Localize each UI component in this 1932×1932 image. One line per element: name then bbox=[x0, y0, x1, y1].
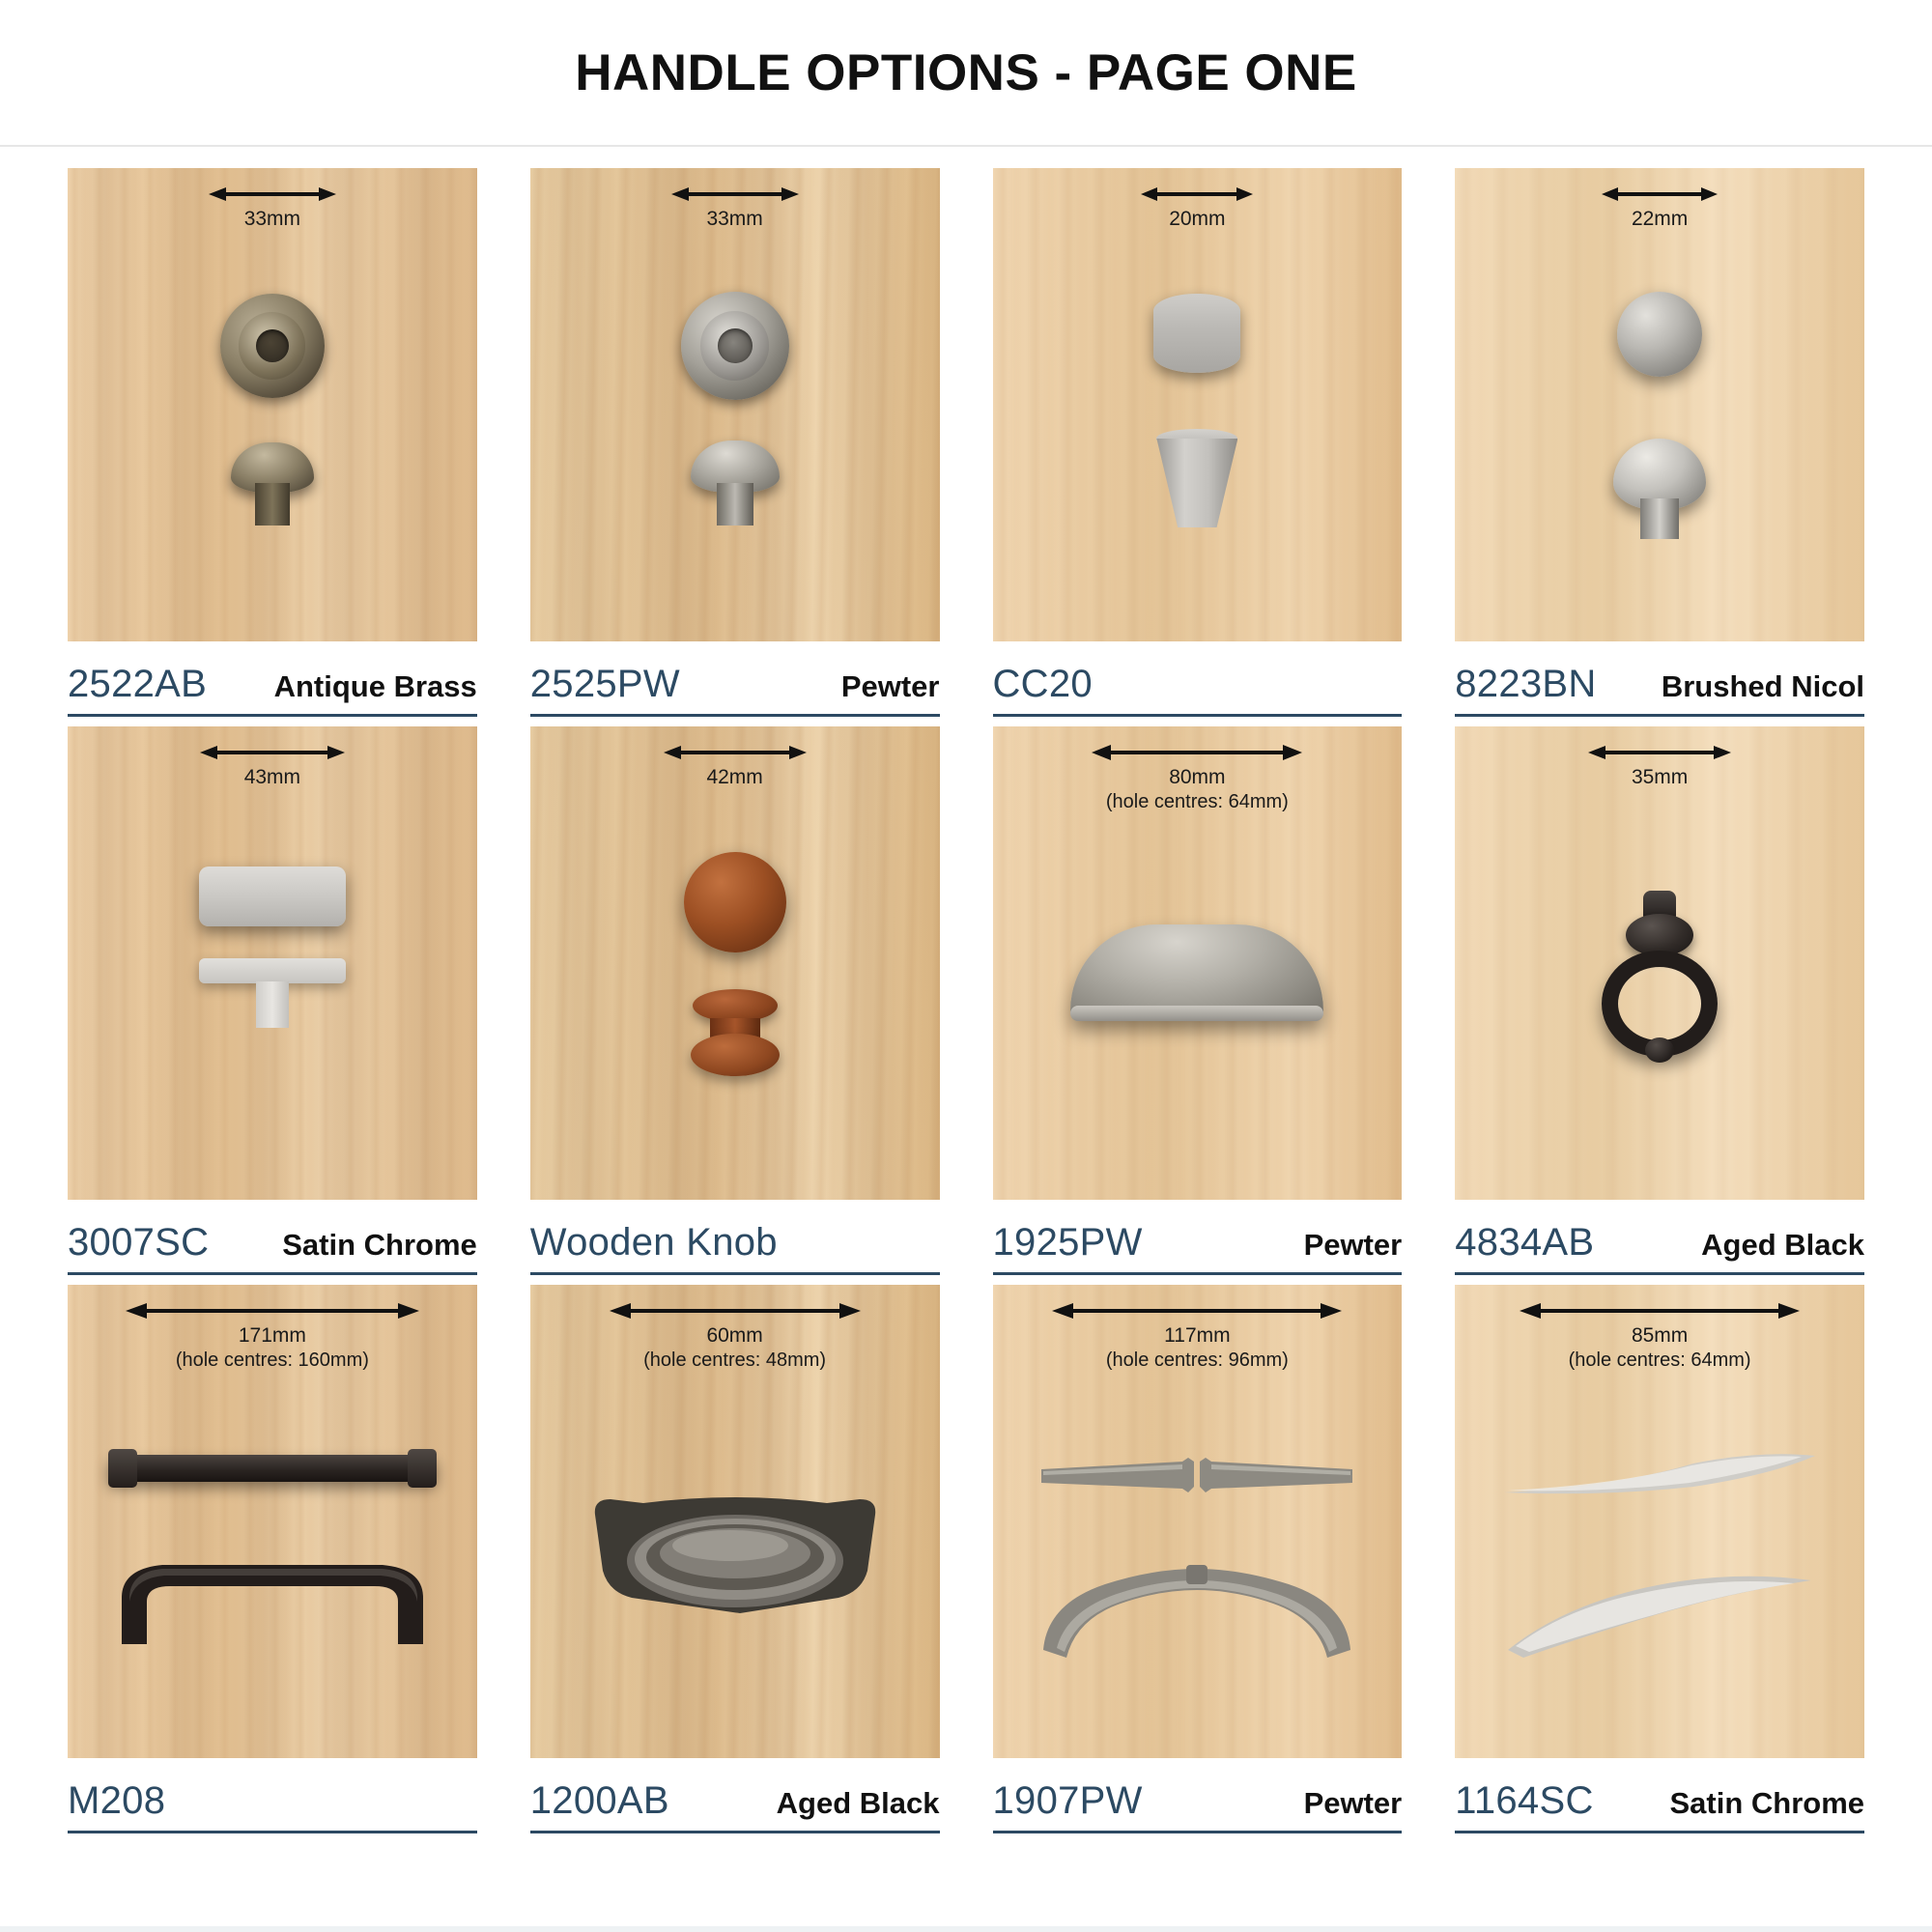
handle-card-M208[interactable] bbox=[68, 1285, 477, 1833]
handle-card-1907PW[interactable] bbox=[993, 1285, 1403, 1833]
cup-handle-icon bbox=[585, 1478, 885, 1642]
handle-caption bbox=[993, 1221, 1403, 1275]
handle-caption bbox=[1455, 1779, 1864, 1833]
hardware-illustration bbox=[68, 726, 477, 1200]
handle-photo bbox=[530, 1285, 940, 1758]
handle-code: 4834AB bbox=[1455, 1221, 1595, 1264]
handle-card-1200AB[interactable] bbox=[530, 1285, 940, 1833]
handle-photo bbox=[1455, 168, 1864, 641]
handle-caption bbox=[530, 1221, 940, 1275]
handle-code: 1925PW bbox=[992, 1221, 1143, 1264]
hole-centres-label: (hole centres: 160mm) bbox=[175, 1349, 369, 1371]
handle-caption bbox=[1455, 1221, 1864, 1275]
hole-centres-label: (hole centres: 48mm) bbox=[643, 1349, 827, 1371]
hardware-illustration bbox=[993, 1285, 1403, 1758]
bow-handle-icon bbox=[1037, 1565, 1356, 1671]
handle-caption bbox=[68, 1221, 477, 1275]
handle-finish: Brushed Nicol bbox=[1661, 669, 1864, 703]
dimension-value: 171mm bbox=[238, 1324, 306, 1347]
handle-card-2525PW[interactable] bbox=[530, 168, 940, 717]
dimension-value: 85mm bbox=[1631, 1324, 1689, 1347]
handle-photo bbox=[68, 726, 477, 1200]
handle-card-1164SC[interactable] bbox=[1455, 1285, 1864, 1833]
page-header bbox=[0, 0, 1932, 147]
dimension-label: 33mm bbox=[706, 208, 763, 230]
handle-caption bbox=[1455, 663, 1864, 717]
handle-code: Wooden Knob bbox=[529, 1221, 778, 1264]
hardware-illustration bbox=[993, 168, 1403, 641]
handle-code: 3007SC bbox=[68, 1221, 210, 1264]
handle-caption bbox=[530, 1779, 940, 1833]
hole-centres-label: (hole centres: 64mm) bbox=[1105, 790, 1289, 812]
handle-card-wooden-knob[interactable] bbox=[530, 726, 940, 1275]
handle-card-2522AB[interactable] bbox=[68, 168, 477, 717]
hardware-illustration bbox=[530, 1285, 940, 1758]
handle-code: 2522AB bbox=[68, 663, 208, 705]
dimension-label: 42mm bbox=[706, 766, 763, 788]
handle-caption bbox=[68, 663, 477, 717]
handle-finish: Antique Brass bbox=[273, 669, 477, 703]
handle-photo bbox=[68, 168, 477, 641]
bar-handle-icon bbox=[108, 1544, 437, 1650]
straight-handle-icon bbox=[1037, 1454, 1356, 1498]
handle-code: 2525PW bbox=[529, 663, 680, 705]
handle-photo bbox=[993, 726, 1403, 1200]
dimension-label: 43mm bbox=[243, 766, 301, 788]
footer-divider bbox=[0, 1926, 1932, 1932]
handle-code: 1200AB bbox=[529, 1779, 669, 1822]
dimension-label: 33mm bbox=[243, 208, 301, 230]
hole-centres-label: (hole centres: 64mm) bbox=[1568, 1349, 1751, 1371]
handle-code: CC20 bbox=[992, 663, 1093, 705]
hardware-illustration bbox=[530, 168, 940, 641]
handle-finish: Pewter bbox=[840, 669, 940, 703]
handle-card-1925PW[interactable] bbox=[993, 726, 1403, 1275]
leaf-handle-icon bbox=[1500, 1454, 1819, 1508]
handle-finish: Pewter bbox=[1303, 1228, 1403, 1262]
handle-card-4834AB[interactable] bbox=[1455, 726, 1864, 1275]
handle-caption bbox=[993, 1779, 1403, 1833]
handle-photo bbox=[68, 1285, 477, 1758]
handle-photo bbox=[1455, 726, 1864, 1200]
hardware-illustration bbox=[1455, 726, 1864, 1200]
hole-centres-label: (hole centres: 96mm) bbox=[1105, 1349, 1289, 1371]
handle-code: 1164SC bbox=[1455, 1779, 1594, 1822]
hardware-illustration bbox=[1455, 168, 1864, 641]
handle-finish: Pewter bbox=[1303, 1786, 1403, 1820]
handle-caption bbox=[993, 663, 1403, 717]
handle-card-8223BN[interactable] bbox=[1455, 168, 1864, 717]
handle-code: 8223BN bbox=[1455, 663, 1597, 705]
handle-finish: Aged Black bbox=[776, 1786, 940, 1820]
dimension-label: 22mm bbox=[1631, 208, 1689, 230]
dimension-label: 35mm bbox=[1631, 766, 1689, 788]
handle-photo bbox=[993, 168, 1403, 641]
dimension-value: 80mm bbox=[1169, 766, 1226, 788]
hardware-illustration bbox=[68, 168, 477, 641]
handle-photo bbox=[530, 168, 940, 641]
handle-finish: Satin Chrome bbox=[1669, 1786, 1864, 1820]
handle-photo bbox=[530, 726, 940, 1200]
handle-finish: Aged Black bbox=[1701, 1228, 1864, 1262]
hardware-illustration bbox=[993, 726, 1403, 1200]
handle-grid bbox=[0, 147, 1932, 1833]
handle-photo bbox=[1455, 1285, 1864, 1758]
handle-caption bbox=[68, 1779, 477, 1833]
handle-photo bbox=[993, 1285, 1403, 1758]
hardware-illustration bbox=[530, 726, 940, 1200]
dimension-value: 117mm bbox=[1164, 1324, 1231, 1347]
handle-card-3007SC[interactable] bbox=[68, 726, 477, 1275]
handle-code: M208 bbox=[68, 1779, 166, 1822]
dimension-label: 20mm bbox=[1169, 208, 1226, 230]
page-title: HANDLE OPTIONS - PAGE ONE bbox=[575, 43, 1357, 101]
hardware-illustration bbox=[1455, 1285, 1864, 1758]
handle-card-CC20[interactable] bbox=[993, 168, 1403, 717]
handle-code: 1907PW bbox=[992, 1779, 1143, 1822]
dimension-value: 60mm bbox=[706, 1324, 763, 1347]
curved-leaf-handle-icon bbox=[1500, 1575, 1819, 1662]
hardware-illustration bbox=[68, 1285, 477, 1758]
handle-finish: Satin Chrome bbox=[282, 1228, 477, 1262]
handle-caption bbox=[530, 663, 940, 717]
